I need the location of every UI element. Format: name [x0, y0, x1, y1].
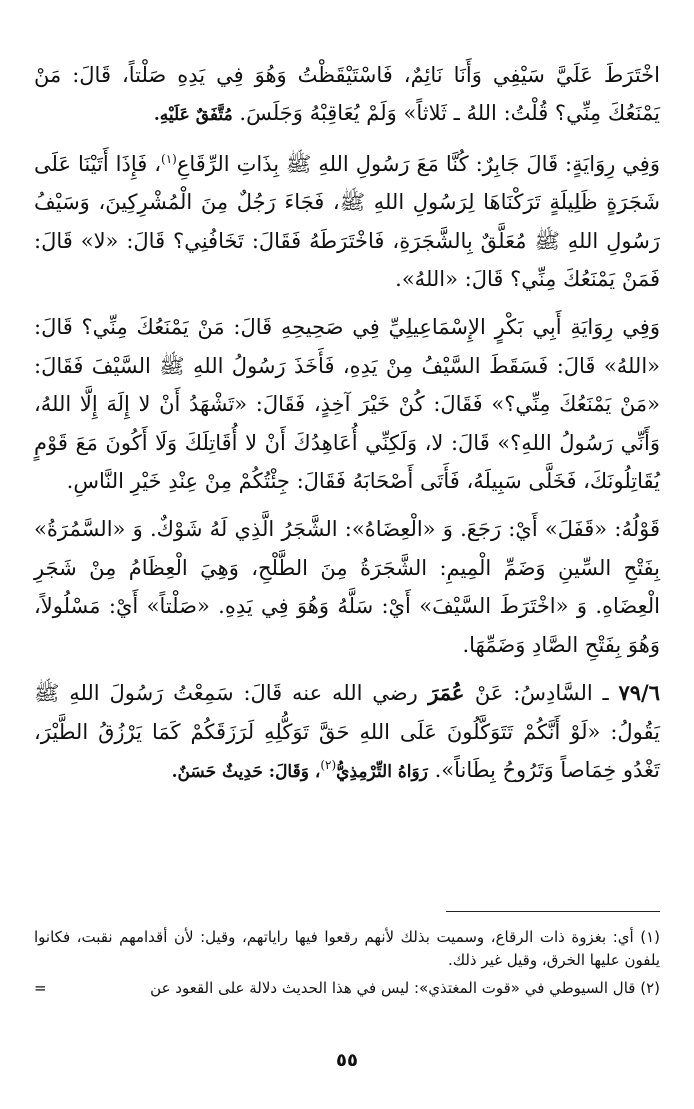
explanation-text: قَوْلُهُ: «قَفَلَ» أَيْ: رَجَعَ. وَ «الْعِضَاهُ»: الشَّجَرُ الَّذِي لَهُ شَوْكٌ. وَ «السَّمُرَةُ» بِفَتْحِ السِّينِ وَضَمِّ الْمِيمِ: الشَّجَرَةُ مِنَ الطَّلْحِ، وَهِيَ الْعِظَامُ مِنْ شَجَرِ الْعِضَاهِ. وَ «اخْتَرَطَ السَّيْفَ» أَيْ: سَلَّهُ وَهُوَ فِي يَدِهِ. «صَلْتاً» أَيْ: مَسْلُولاً، وَهُوَ بِفَتْحِ الصَّادِ وَضَمِّهَا.	[34, 517, 660, 657]
footnote-1	[34, 926, 660, 972]
paragraph-ismaili-narration	[34, 308, 660, 500]
page-number: ٥٥	[336, 1050, 358, 1071]
footnote-marker-2[interactable]: (٢)	[320, 757, 337, 772]
footnote-2	[34, 977, 660, 1000]
paragraph-vocabulary-explanation	[34, 510, 660, 664]
hadith-source-part-1: رَوَاهُ التِّرْمِذِيُّ	[336, 761, 428, 782]
narration-text: وَفِي رِوَايَةِ أَبِي بَكْرٍ الإِسْمَاعِيلِيِّ فِي صَحِيحِهِ قَالَ: مَنْ يَمْنَعُكَ مِنِّي؟ قَالَ: «اللهُ» قَالَ: فَسَقَطَ السَّيْفُ مِنْ يَدِهِ، فَأَخَذَ رَسُولُ اللهِ ﷺ السَّيْفَ فَقَالَ: «مَنْ يَمْنَعُكَ مِنِّي؟» فَقَالَ: كُنْ خَيْرَ آخِذٍ، فَقَالَ: «تَشْهَدُ أَنْ لا إِلَهَ إِلَّا اللهُ، وَأَنِّي رَسُولُ اللهِ؟» قَالَ: لا، وَلَكِنِّي أُعَاهِدُكَ أَنْ لا أُقَاتِلَكَ وَلَا أَكُونَ مَعَ قَوْمٍ يُقَاتِلُونَكَ، فَخَلَّى سَبِيلَهُ، فَأَتَى أَصْحَابَهُ فَقَالَ: جِئْتُكُمْ مِنْ عِنْدِ خَيْرِ النَّاسِ.	[34, 315, 660, 494]
footnote-marker-1[interactable]: (١)	[161, 151, 177, 166]
paragraph-jabir-narration	[34, 145, 660, 299]
main-text	[34, 56, 660, 799]
hadith-reference: مُتَّفَقٌ عَلَيْهِ.	[153, 105, 233, 126]
narration-text-part-2: ، فَإِذَا أَتَيْنَا عَلَى شَجَرَةٍ ظَلِيلَةٍ تَرَكْنَاهَا لِرَسُولِ اللهِ ﷺ، فَجَاءَ رَجُلٌ مِنَ الْمُشْرِكِينَ، وَسَيْفُ رَسُولِ اللهِ ﷺ مُعَلَّقٌ بِالشَّجَرَةِ، فَاخْتَرَطَهُ فَقَالَ: تَخَافُنِي؟ قَالَ: «لا» قَالَ: فَمَنْ يَمْنَعُكَ مِنِّي؟ قَالَ: «اللهُ».	[34, 151, 660, 292]
paragraph-hadith-6	[34, 674, 660, 791]
footnotes	[34, 926, 660, 1005]
footnote-number: (٢)	[640, 979, 660, 997]
narrator-name: عُمَرَ	[417, 680, 475, 706]
footnote-text: قال السيوطي في «قوت المغتذي»: ليس في هذا الحديث دلالة على القعود عن	[150, 979, 641, 997]
hadith-number: ٧٩/٦	[618, 680, 661, 706]
hadith-intro: ـ السَّادِسُ: عَنْ	[474, 681, 619, 706]
paragraph-hadith-continuation	[34, 56, 660, 135]
narration-text-part-1: وَفِي رِوَايَةٍ: قَالَ جَابِرٌ: كُنَّا مَعَ رَسُولِ اللهِ ﷺ بِذَاتِ الرِّقَاعِ	[176, 151, 660, 176]
hadith-text: اخْتَرَطَ عَلَيَّ سَيْفِي وَأَنَا نَائِمٌ، فَاسْتَيْقَظْتُ وَهُوَ فِي يَدِهِ صَلْتاً، قَالَ: مَنْ يَمْنَعُكَ مِنِّي؟ قُلْتُ: اللهُ ـ ثَلاثاً» وَلَمْ يُعَاقِبْهُ وَجَلَسَ.	[34, 63, 660, 126]
footnote-text: أي: بغزوة ذات الرقاع، وسميت بذلك لأنهم رقعوا فيها راياتهم، وقيل: لأن أقدامهم نقبت، فكانوا يلفون عليها الخرق، وقيل غير ذلك.	[34, 928, 660, 969]
footnote-number: (١)	[640, 928, 660, 946]
hadith-text: رضي الله عنه قَالَ: سَمِعْتُ رَسُولَ اللهِ ﷺ يَقُولُ: «لَوْ أَنَّكُمْ تَتَوَكَّلُونَ عَلَى اللهِ حَقَّ تَوَكُّلِهِ لَرَزَقَكُمْ كَمَا يَرْزُقُ الطَّيْرَ، تَغْدُو خِمَاصاً وَتَرُوحُ بِطَاناً».	[34, 681, 660, 782]
footnote-divider	[446, 911, 660, 912]
continuation-mark: =	[34, 979, 47, 997]
hadith-source-part-2: ، وَقَالَ: حَدِيثٌ حَسَنٌ.	[171, 761, 321, 782]
